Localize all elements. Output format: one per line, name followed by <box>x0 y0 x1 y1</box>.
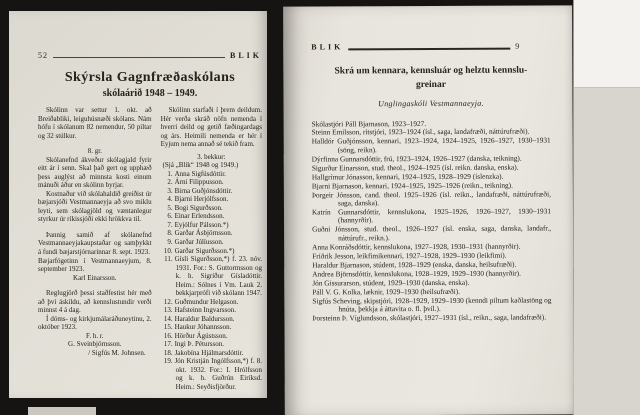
teacher-entry: Anna Konráðsdóttir, kennslukona, 1927–1928, 1930–1931 (hannyrðir). <box>312 241 521 252</box>
student-number: 6. <box>167 212 173 221</box>
student-name: Eyjólfur Pálsson.*) <box>174 220 229 229</box>
student-number: 11. <box>164 255 173 264</box>
student-list-item <box>161 349 262 358</box>
student-list-item <box>161 170 262 179</box>
right-header-rule <box>348 48 510 51</box>
student-number: 19. <box>163 357 173 366</box>
left-page-column-2 <box>161 106 262 392</box>
regulation-paragraph: Í dóms- og kirkjumálaráðuneytinu, 2. október 1923. <box>38 314 152 332</box>
left-article-subtitle: skólaárið 1948 – 1949. <box>102 88 198 99</box>
left-page-columns <box>38 106 262 392</box>
teacher-entry: Friðrik Jesson, leikfimikennari, 1927–1928, 1929–1930 (leikfimi). <box>312 250 507 261</box>
left-journal-title: BLIK <box>229 51 262 60</box>
teacher-entry: Bjarni Bjarnason, kennari, 1924–1925, 1925–1926 (reikn., teikning). <box>311 180 513 191</box>
student-number: 2. <box>167 178 173 187</box>
student-list-item <box>161 332 262 341</box>
regulation-paragraph: Þannig samið af skólanefnd Vestmannaeyjakaupstaðar og samþykkt á fundi bæjarstjórnarinnar 8. sept. 1923. <box>38 230 152 256</box>
student-number: 5. <box>167 203 173 212</box>
student-number: 14. <box>163 314 173 323</box>
student-name: Anna Sigfúsdóttir. <box>174 169 226 178</box>
student-name: Gísli Sigurðsson,*) f. 23. nóv. 1931. For.: S. Guttormsson og k. h. Sigríður Gísladóttir. Heim.: Sólnes í Vm. Lauk 2. bekkjarprófi við skólann 1947. <box>174 255 262 298</box>
student-name: Jakobína Hjálmarsdóttir. <box>174 348 244 357</box>
student-list-item <box>161 187 262 196</box>
right-journal-title: BLIK <box>311 42 344 52</box>
right-page-number: 9 <box>515 41 521 51</box>
student-number: 15. <box>163 323 173 332</box>
student-list <box>161 170 262 392</box>
student-number: 12. <box>163 297 173 306</box>
student-number: 7. <box>167 220 173 229</box>
student-name: Guðmundur Helgason. <box>174 297 239 306</box>
student-list-item <box>161 255 262 298</box>
class-section-note: (Sjá „Blik“ 1948 og 1949.) <box>162 161 239 170</box>
teacher-entry: Sigurður Einarsson, stud. theol., 1924–1925 (ísl. reikn. danska, enska). <box>311 162 519 173</box>
page-stack-edge-top <box>574 0 640 88</box>
student-number: 10. <box>163 246 173 255</box>
student-list-item <box>161 195 262 204</box>
regulation-paragraph: / Sigfús M. Johnsen. <box>88 348 146 357</box>
student-number: 8. <box>167 229 173 238</box>
student-list-item <box>161 238 262 247</box>
right-article-subtitle: Unglingaskóli Vestmannaeyja. <box>378 98 484 108</box>
left-page-column-1 <box>38 106 152 392</box>
regulation-paragraph: Karl Einarsson. <box>73 273 117 282</box>
page-stack-edge <box>573 0 640 415</box>
regulation-paragraph: 8. gr. <box>87 147 102 156</box>
teacher-entry: Jón Gissurarson, stúdent, 1929–1930 (danska, enska). <box>312 277 470 288</box>
student-name: Árni Filippusson. <box>174 178 224 187</box>
student-list-item <box>161 247 262 256</box>
teacher-entry: Katrín Gunnarsdóttir, kennslukona, 1925–1926, 1926–1927, 1930–1931 (hannyrðir). <box>311 206 552 225</box>
student-name: Bogi Sigurðsson. <box>174 203 223 212</box>
paper-scrap <box>28 407 96 415</box>
student-list-item <box>161 229 262 238</box>
student-number: 1. <box>167 169 173 178</box>
right-article-title-line2: greinar <box>415 80 446 91</box>
student-name: Ingi Þ. Pétursson. <box>174 340 224 349</box>
student-name: Garðar Ásbjörnsson. <box>174 229 233 238</box>
student-name: Hörður Ágústsson. <box>174 331 228 340</box>
student-name: Einar Erlendsson. <box>174 212 225 221</box>
teacher-entry: Sigfús Scheving, skipstjóri, 1928–1929, 1929–1930 (kenndi piltum kaðlastöng og hnúta, þekkja á áttavita o. fl. þvíl.). <box>312 295 552 314</box>
student-name: Garðar Sigurðsson.*) <box>174 246 235 255</box>
student-name: Bjarni Herjólfsson. <box>174 195 229 204</box>
regulation-paragraph: Skólanefnd ákveður skólagjald fyrir eitt ár í senn. Skal það gert og upphæð þess auglýst að minnsta kosti einum mánuði áður en skólinn byrjar. <box>38 155 152 190</box>
right-article-title-line1: Skrá um kennara, kennsluár og helztu kennslu- <box>334 65 528 77</box>
student-list-item <box>161 323 262 332</box>
students-intro-paragraph: Skólinn starfaði í þrem deildum. Hér verða skráð nöfn nemenda í hverri deild og getið fæðingardags og árs. Heimili nemenda er hér í Eyjum nema annað sé tekið fram. <box>160 106 262 149</box>
left-article-title: Skýrsla Gagnfræðaskólans <box>64 70 236 85</box>
student-number: 13. <box>163 306 173 315</box>
student-number: 3. <box>167 186 173 195</box>
left-header-rule <box>53 57 225 58</box>
student-list-item <box>161 357 262 391</box>
regulation-paragraph: Reglugjörð þessi staðfestist hér með að því áskildu, að kennslustundir verði minnst 4 á dag. <box>38 289 152 315</box>
student-list-item <box>161 340 262 349</box>
teacher-entry: Guðni Jónsson, stud. theol., 1926–1927 (ísl. enska, saga, danska, landafr., náttúrufr., reikn.). <box>312 223 552 243</box>
student-name: Haukur Jóhannsson. <box>174 323 232 332</box>
regulation-paragraph: Kostnaður við skólahaldið greiðist úr bæjarsjóði Vestmannaeyja að svo miklu leyti, sem skólagjöld og væntanlegur styrkur úr ríkissjóði ekki hrökkva til. <box>38 189 152 224</box>
regulation-paragraph: G. Sveinbjörnsson. <box>68 340 122 349</box>
teacher-entry: Skólastjóri Páll Bjarnason, 1923–1927. <box>311 118 427 129</box>
student-list-item <box>161 221 262 230</box>
student-name: Garðar Júlíusson. <box>174 237 224 246</box>
teacher-entry: Steinn Emilsson, ritstjóri, 1923–1924 (ísl., saga, landafræði, náttúrufræði). <box>311 127 530 137</box>
teacher-entry: Páll V. G. Kolka, læknir, 1929–1930 (heilsufræði). <box>312 286 460 297</box>
teacher-entry: Þorgeir Jónsson, cand. theol. 1925–1926 (ísl. reikn., landafræði, náttúrufræði, saga, danska). <box>311 189 551 208</box>
student-number: 9. <box>167 237 173 246</box>
right-page-header <box>311 42 520 52</box>
student-list-item <box>161 212 262 221</box>
student-number: 16. <box>163 331 173 340</box>
student-list-item <box>161 315 262 324</box>
teacher-entry: Andrea Björnsdóttir, kennslukona, 1928–1929, 1929–1930 (hannyrðir). <box>312 268 521 279</box>
student-number: 18. <box>163 348 173 357</box>
left-page <box>9 11 267 398</box>
left-page-header <box>38 51 262 60</box>
student-list-item <box>161 204 262 213</box>
student-name: Birna Guðjónsdóttir. <box>174 186 233 195</box>
regulation-paragraph: Bæjarfógetinn í Vestmannaeyjum, 8. september 1923. <box>38 256 152 274</box>
teacher-entry: Halldór Guðjónsson, kennari, 1923–1924, 1924–1925, 1926–1927, 1930–1931 (söng, reikn). <box>311 135 551 155</box>
regulation-paragraph: Skólinn var settur 1. okt. að Breiðabliki, leiguhúsnæði skólans. Nám hófu í skólanum 82 nemendur, 50 piltar og 32 stúlkur. <box>38 106 152 140</box>
class-section-heading: 3. bekkur: <box>197 152 226 161</box>
teacher-entry: Hallgrímur Jónasson, kennari, 1924–1925, 1928–1929 (íslenzka). <box>311 171 504 182</box>
student-name: Haraldur Baldursson. <box>174 314 235 323</box>
student-list-item <box>161 178 262 187</box>
teacher-entry: Dýrfinna Gunnarsdóttir, frú, 1923–1924, 1926–1927 (danska, teikning). <box>311 153 522 164</box>
right-page <box>283 5 574 415</box>
teacher-list <box>312 119 552 323</box>
student-name: Hafsteinn Ingvarsson. <box>174 306 237 315</box>
regulation-paragraph: F. h. r. <box>86 331 104 340</box>
teacher-entry: Þorsteinn Þ. Víglundsson, skólastjóri, 1927–1931 (ísl., reikn., saga, landafræði). <box>312 312 547 323</box>
student-name: Jón Kristján Ingólfsson,*) f. 8. okt. 1932. For.: I. Hrólfsson og k. h. Guðrún Eiríksd. Heim.: Seyðisfjörður. <box>174 357 262 391</box>
student-list-item <box>161 298 262 307</box>
student-number: 17. <box>163 340 173 349</box>
right-article-title <box>311 63 550 93</box>
left-page-number: 52 <box>38 51 48 60</box>
student-number: 4. <box>167 195 173 204</box>
teacher-entry: Haraldur Bjarnason, stúdent, 1928–1929 (enska, danska, heilsufræði). <box>312 259 517 270</box>
student-list-item <box>161 306 262 315</box>
